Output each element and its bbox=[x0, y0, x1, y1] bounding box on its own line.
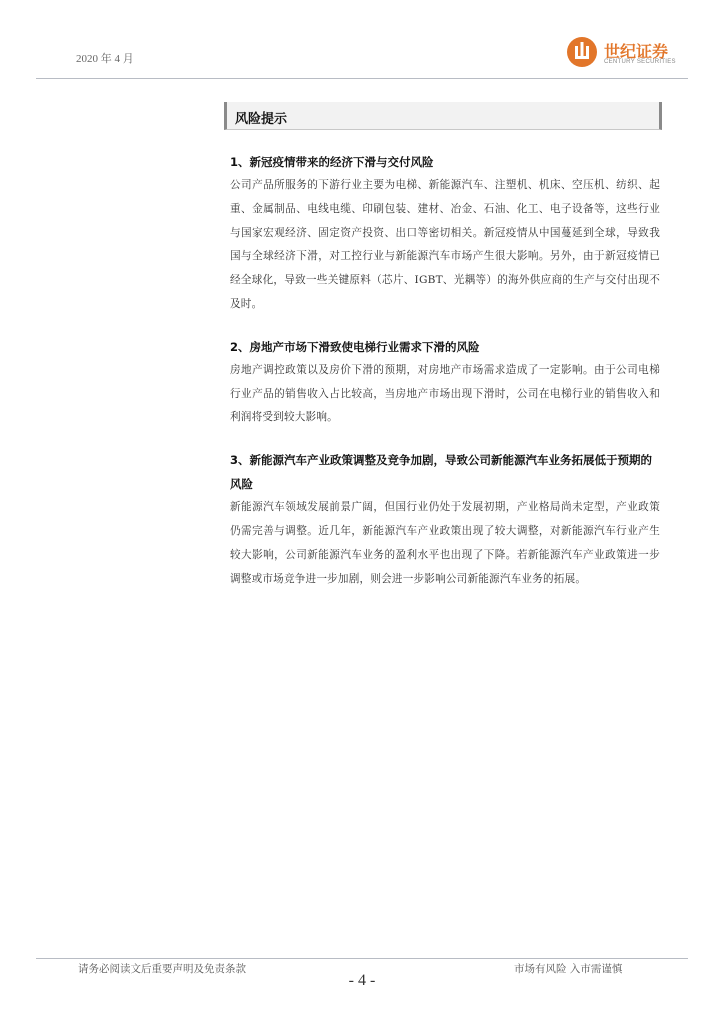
risk-item bbox=[230, 448, 660, 591]
risk-item bbox=[230, 150, 660, 317]
report-date: 2020 年 4 月 bbox=[76, 53, 134, 65]
section-header bbox=[224, 102, 662, 130]
risk-list bbox=[230, 150, 660, 609]
header-divider bbox=[36, 78, 688, 79]
risk-title: 2、房地产市场下滑致使电梯行业需求下滑的风险 bbox=[230, 339, 480, 354]
footer-risk-warning: 市场有风险 入市需谨慎 bbox=[514, 963, 623, 975]
risk-body: 公司产品所服务的下游行业主要为电梯、新能源汽车、注塑机、机床、空压机、纺织、起重、金属制品、电线电缆、印刷包装、建材、冶金、石油、化工、电子设备等，这些行业与国家宏观经济、固定资产投资、出口等密切相关。新冠疫情从中国蔓延到全球，导致我国与全球经济下滑，对工控行业与新能源汽车市场产生很大影响。另外，由于新冠疫情已经全球化，导致一些关键原料（芯片、IGBT、光耦等）的海外供应商的生产与交付出现不及时。 bbox=[230, 179, 660, 310]
risk-title: 3、新能源汽车产业政策调整及竞争加剧，导致公司新能源汽车业务拓展低于预期的风险 bbox=[230, 453, 652, 492]
risk-title: 1、新冠疫情带来的经济下滑与交付风险 bbox=[230, 155, 434, 169]
section-title: 风险提示 bbox=[235, 112, 288, 127]
footer-disclaimer: 请务必阅读文后重要声明及免责条款 bbox=[78, 963, 246, 975]
footer-divider bbox=[36, 958, 688, 959]
risk-item bbox=[230, 335, 660, 430]
logo-english-name: CENTURY SECURITIES bbox=[604, 59, 676, 65]
company-logo bbox=[566, 36, 676, 76]
risk-body: 新能源汽车领域发展前景广阔，但国行业仍处于发展初期，产业格局尚未定型，产业政策仍需完善与调整。近几年，新能源汽车产业政策出现了较大调整，对新能源汽车行业产生较大影响，公司新能源汽车业务的盈利水平也出现了下降。若新能源汽车产业政策进一步调整或市场竞争进一步加剧，则会进一步影响公司新能源汽车业务的拓展。 bbox=[230, 501, 660, 585]
risk-body: 房地产调控政策以及房价下滑的预期，对房地产市场需求造成了一定影响。由于公司电梯行业产品的销售收入占比较高，当房地产市场出现下滑时，公司在电梯行业的销售收入和利润将受到较大影响。 bbox=[230, 363, 660, 424]
century-securities-logo-icon bbox=[566, 36, 598, 68]
page-number: - 4 - bbox=[348, 972, 376, 989]
logo-chinese-name: 世纪证券 bbox=[604, 42, 669, 61]
